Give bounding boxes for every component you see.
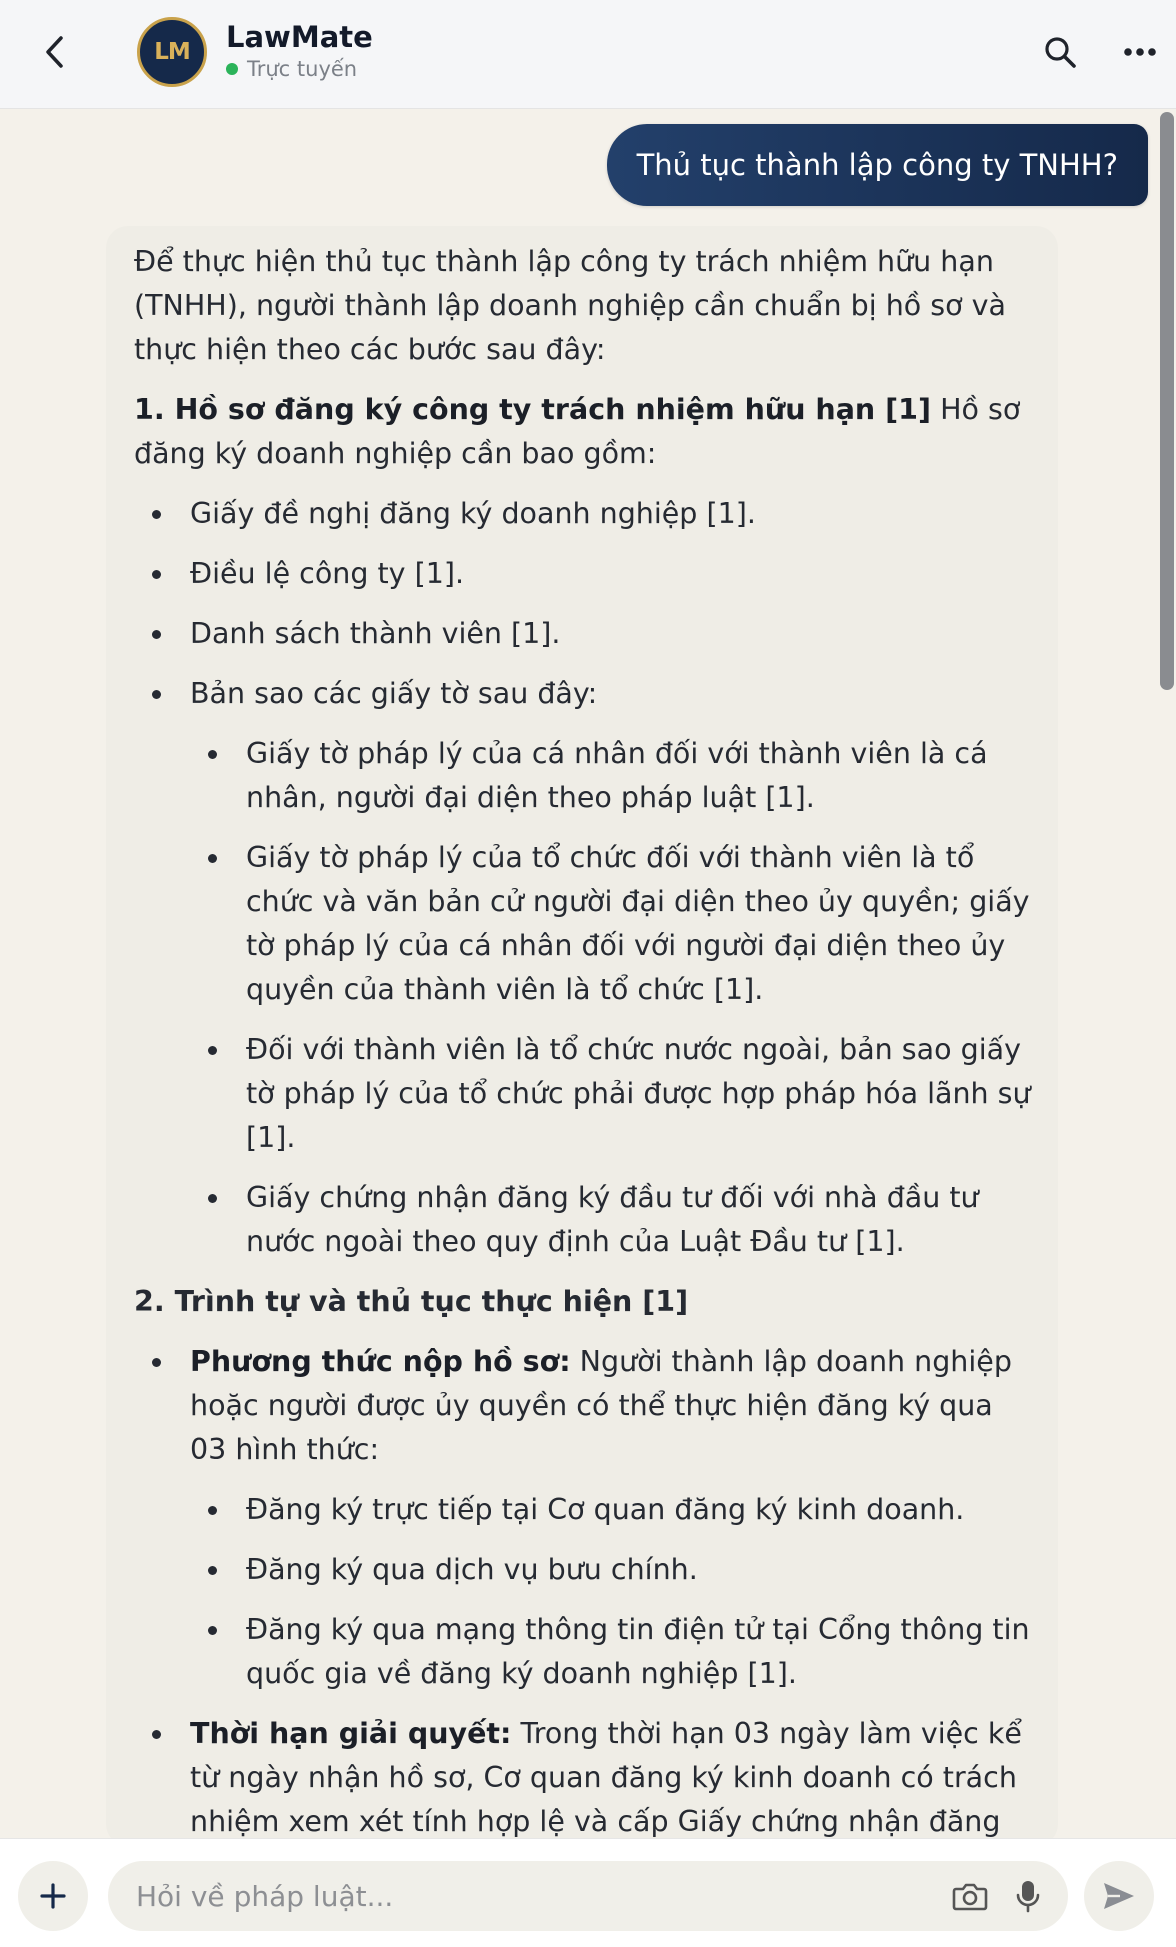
section1-lead: Hồ sơ đăng ký doanh nghiệp cần bao gồm: [134, 393, 1021, 470]
list-item [134, 1712, 1034, 1844]
section1-sublist [134, 732, 1034, 1264]
sub-list-item: Đăng ký qua mạng thông tin điện tử tại Cổng thông tin quốc gia về đăng ký doanh nghiệp [1]. [190, 1608, 1034, 1696]
send-icon [1102, 1881, 1136, 1911]
camera-icon [952, 1880, 988, 1912]
section2-list-continued [134, 1712, 1034, 1844]
sub-list-item: Đối với thành viên là tổ chức nước ngoài, bản sao giấy tờ pháp lý của tổ chức phải được hợp pháp hóa lãnh sự [1]. [190, 1028, 1034, 1160]
list-item: Danh sách thành viên [1]. [134, 612, 1034, 656]
back-button[interactable] [30, 26, 80, 78]
message-input-wrapper [108, 1861, 1068, 1931]
time-text: Trong thời hạn 03 ngày làm việc kể từ ngày nhận hồ sơ, Cơ quan đăng ký kinh doanh có trách nhiệm xem xét tính hợp lệ và cấp Giấy chứng nhận đăng [190, 1717, 1022, 1838]
bot-message-content [134, 240, 1034, 1860]
microphone-button[interactable] [1004, 1872, 1052, 1920]
send-button[interactable] [1084, 1861, 1154, 1931]
section1-list [134, 492, 1034, 716]
section2-list [134, 1340, 1034, 1472]
user-message-bubble[interactable] [607, 124, 1148, 206]
avatar-initials: LM [154, 39, 190, 65]
section2-sublist [134, 1488, 1034, 1696]
list-item [134, 1340, 1034, 1472]
status-dot-icon [226, 63, 238, 75]
method-text: Người thành lập doanh nghiệp hoặc người được ủy quyền có thể thực hiện đăng ký qua 03 hình thức: [190, 1345, 1012, 1466]
chevron-left-icon [41, 32, 69, 72]
plus-icon [39, 1882, 67, 1910]
sub-list-item: Giấy tờ pháp lý của cá nhân đối với thành viên là cá nhân, người đại diện theo pháp luật [1]. [190, 732, 1034, 820]
scrollbar-thumb[interactable] [1160, 112, 1174, 690]
method-label: Phương thức nộp hồ sơ: [190, 1345, 571, 1378]
more-horizontal-icon [1123, 47, 1157, 57]
search-icon [1042, 34, 1078, 70]
list-item: Bản sao các giấy tờ sau đây: [134, 672, 1034, 716]
microphone-icon [1015, 1879, 1041, 1913]
camera-button[interactable] [946, 1872, 994, 1920]
user-message-text: Thủ tục thành lập công ty TNHH? [636, 148, 1118, 182]
section1-heading: 1. Hồ sơ đăng ký công ty trách nhiệm hữu hạn [1] [134, 393, 932, 426]
list-item: Giấy đề nghị đăng ký doanh nghiệp [1]. [134, 492, 1034, 536]
online-status [226, 57, 357, 81]
composer-bar [0, 1838, 1176, 1947]
sub-list-item: Đăng ký trực tiếp tại Cơ quan đăng ký kinh doanh. [190, 1488, 1034, 1532]
attach-button[interactable] [18, 1861, 88, 1931]
list-item: Điều lệ công ty [1]. [134, 552, 1034, 596]
status-text: Trực tuyến [247, 57, 358, 81]
bot-intro: Để thực hiện thủ tục thành lập công ty trách nhiệm hữu hạn (TNHH), người thành lập doanh nghiệp cần chuẩn bị hồ sơ và thực hiện theo các bước sau đây: [134, 245, 1006, 366]
section2-heading: 2. Trình tự và thủ tục thực hiện [1] [134, 1285, 689, 1318]
time-label: Thời hạn giải quyết: [190, 1717, 512, 1750]
message-input[interactable] [134, 1879, 898, 1914]
sub-list-item: Giấy tờ pháp lý của tổ chức đối với thành viên là tổ chức và văn bản cử người đại diện theo ủy quyền; giấy tờ pháp lý của cá nhân đối với người đại diện theo ủy quyền của thành viên là tổ chức [1]. [190, 836, 1034, 1012]
section1-paragraph [134, 388, 1034, 476]
avatar[interactable] [137, 17, 207, 87]
search-button[interactable] [1036, 28, 1084, 76]
more-options-button[interactable] [1116, 28, 1164, 76]
chat-title: LawMate [226, 20, 373, 54]
sub-list-item: Giấy chứng nhận đăng ký đầu tư đối với nhà đầu tư nước ngoài theo quy định của Luật Đầu tư [1]. [190, 1176, 1034, 1264]
chat-header [0, 0, 1176, 109]
sub-list-item: Đăng ký qua dịch vụ bưu chính. [190, 1548, 1034, 1592]
